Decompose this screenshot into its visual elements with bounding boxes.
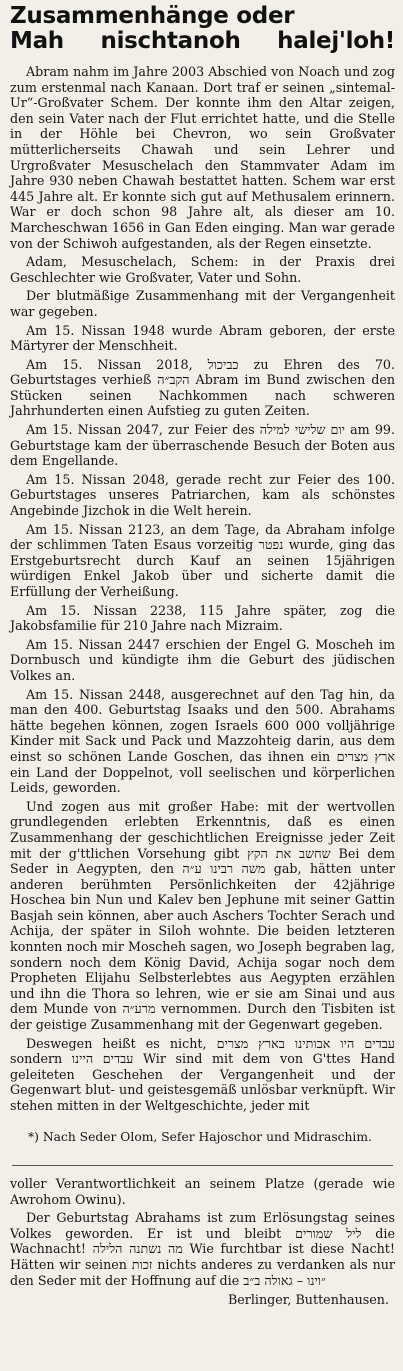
paragraph: Adam, Mesuschelach, Schem: in der Praxis drei Geschlechter wie Großvater, Vater und Sohn.	[10, 254, 395, 285]
paragraph: Am 15. Nissan 2048, gerade recht zur Feier des 100. Geburtstages unseres Patriarchen, kam als schönstes Angebinde Jizchok in die Welt herein.	[10, 471, 395, 519]
article-body	[10, 64, 395, 1114]
title-line-2: Mah nischtanoh halej'loh!	[10, 28, 395, 54]
paragraph: Am 15. Nissan 1948 wurde Abram geboren, der erste Märtyrer der Menschheit.	[10, 322, 395, 354]
paragraph: Am 15. Nissan 2447 erschien der Engel G. Moscheh im Dornbusch und kündigte ihm die Geburt des jüdischen Volkes an.	[10, 636, 395, 683]
paragraph: Und zogen aus mit großer Habe: mit der wertvollen grundlegenden erlebten Erkenntnis, daß es einen Zusammenhang der geschichtlichen Ereignisse jeder Zeit mit der g'ttlichen Vorsehung gibt שחשב את הקץ Bei dem Seder in Aegypten, den משה רבינו ע״ה gab, hätten unter anderen berühmten Persönlichkeiten der 42jährige Hoschea bin Nun und Kalev ben Jephune mit seiner Gattin Basjah sein können, aber auch Aschers Tochter Serach und Achija, der später in Siloh wohnte. Die beiden letzteren konnten noch mir Moscheh sagen, wo Joseph begraben lag, sondern noch dem König David, Achija sogar noch dem Propheten Elijahu Selbsterlebtes aus Aegypten erzählen und ihn die Thora so lehren, wie er sie am Sinai und aus dem Munde von מרע״ה vernommen. Durch den Tisbiten ist der geistige Zusammenhang mit der Gegenwart gegeben.	[10, 798, 396, 1033]
paragraph: Deswegen heißt es nicht, עבדים היו אבותינו בארץ מצרים sondern עבדים היינו Wir sind mit dem von G'ttes Hand geleiteten Geschehen der Vergangenheit und der Gegenwart blut- und geistesgemäß unlösbar verknüpft. Wir stehen mitten in der Weltgeschichte, jeder mit	[10, 1035, 395, 1113]
article-continuation	[10, 1176, 395, 1288]
paragraph: voller Verantwortlichkeit an seinem Platze (gerade wie Awrohom Owinu).	[10, 1176, 395, 1207]
paragraph: Der Geburtstag Abrahams ist zum Erlösungstag seines Volkes geworden. Er ist und bleibt ליל שמורים die Wachnacht! מה נשתנה הלילה Wie furchtbar ist diese Nacht! Hätten wir seinen זכות nichts anderes zu verdanken als nur den Seder mit der Hoffnung auf die ״וינו – גאולה ב״ב	[10, 1210, 395, 1288]
article-title	[10, 4, 395, 54]
paragraph: Am 15. Nissan 2448, ausgerechnet auf den Tag hin, da man den 400. Geburtstag Isaaks und den 500. Abrahams hätte begehen können, zogen Israels 600 000 volljährige Kinder mit Sack und Pack und Mazzohteig darin, aus dem einst so schönen Lande Goschen, das ihnen ein ארץ מצרים ein Land der Doppelnot, voll seelischen und körperlichen Leids, geworden.	[10, 686, 395, 796]
divider	[12, 1165, 393, 1166]
title-line-1: Zusammenhänge oder	[10, 3, 295, 29]
paragraph: Am 15. Nissan 2123, an dem Tage, da Abraham infolge der schlimmen Taten Esaus vorzeitig נפטר wurde, ging das Erstgeburtsrecht durch Kauf an seinen 15jährigen würdigen Enkel Jakob über und sicherte damit die Erfüllung der Verheißung.	[10, 521, 395, 599]
paragraph: Der blutmäßige Zusammenhang mit der Vergangenheit war gegeben.	[10, 288, 395, 319]
paragraph: Am 15. Nissan 2047, zur Feier des יום שלישי למילה am 99. Geburtstage kam der überraschende Besuch der Boten aus dem Engellande.	[10, 422, 395, 469]
paragraph: Am 15. Nissan 2018, כביכול zu Ehren des 70. Geburtstages verhieß הקב״ה Abram im Bund zwischen den Stücken seinen Nachkommen nach schweren Jahrhunderten einen Aufstieg zu guten Zeiten.	[10, 356, 396, 419]
paragraph: Am 15. Nissan 2238, 115 Jahre später, zog die Jakobsfamilie für 210 Jahre nach Mizraim.	[10, 602, 395, 634]
author-signature: Berlinger, Buttenhausen.	[227, 1292, 389, 1308]
footnote	[10, 1130, 395, 1145]
footnote-text: *) Nach Seder Olom, Sefer Hajoschor und Midraschim.	[28, 1129, 372, 1144]
paragraph: Abram nahm im Jahre 2003 Abschied von Noach und zog zum erstenmal nach Kanaan. Dort traf er seinen „sintemal-Ur“-Großvater Schem. Der konnte ihm den Altar zeigen, den sein Vater nach der Flut errichtet hatte, und die Stelle in der Höhle bei Chevron, wo sein Großvater mütterlicherseits Chawah und sein Lehrer und Urgroßvater Mesuschelach den Stammvater Adam im Jahre 930 neben Chawah bestattet hatten. Schem war erst 445 Jahre alt. Er konnte sich gut auf Methusalem erinnern. War er doch schon 98 Jahre alt, als dieser am 10. Marcheschwan 1656 in Gan Eden einging. Man war gerade von der Schiwoh aufgestanden, als der Regen einsetzte.	[10, 64, 395, 251]
